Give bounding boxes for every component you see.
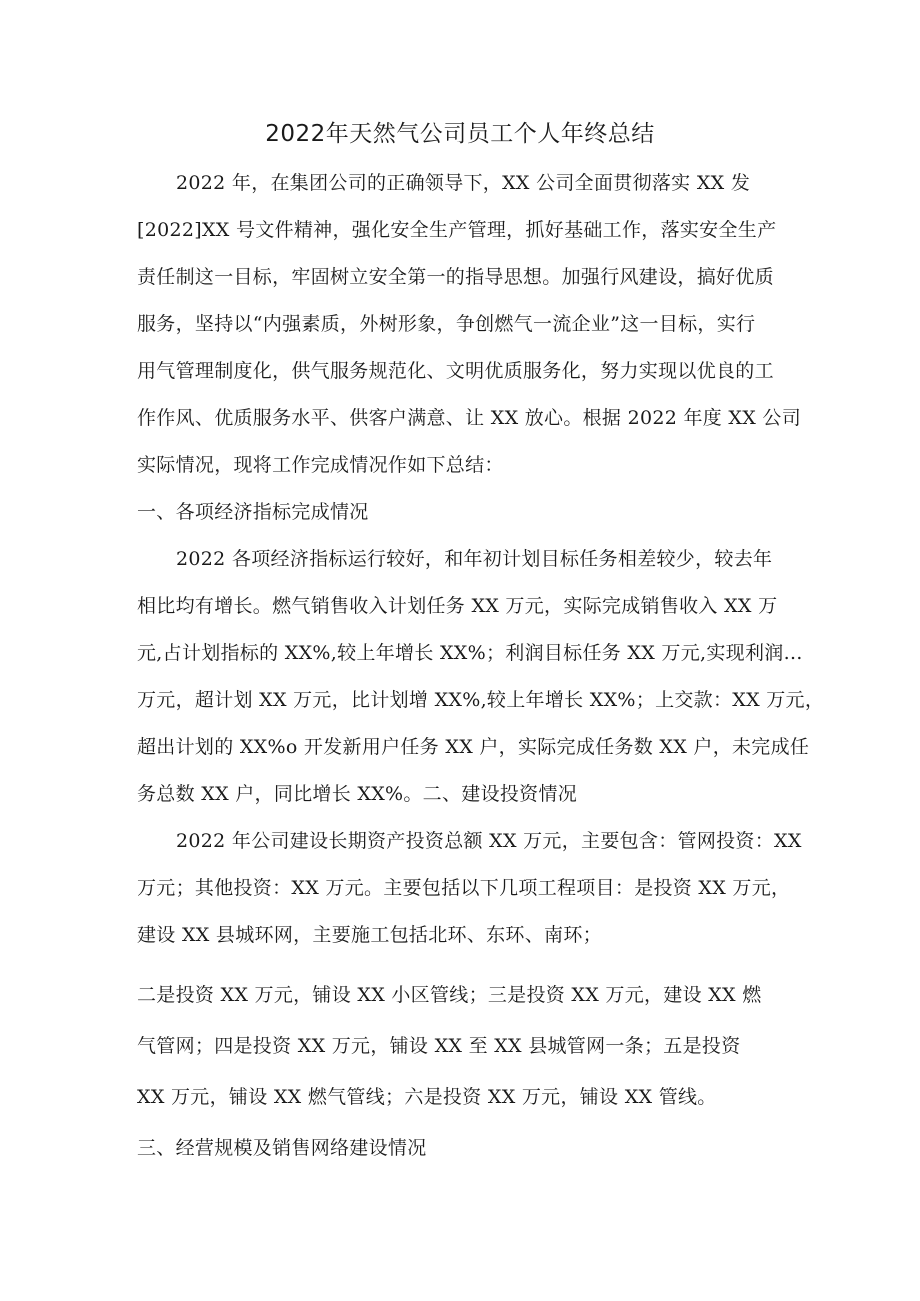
paragraph-line: 元,占计划指标的 XX%,较上年增长 XX%；利润目标任务 XX 万元,实现利润… — [137, 642, 803, 664]
paragraph-line: 用气管理制度化，供气服务规范化、文明优质服务化，努力实现以优良的工 — [137, 360, 774, 382]
paragraph-line: 作作风、优质服务水平、供客户满意、让 XX 放心。根据 2022 年度 XX 公司 — [137, 407, 801, 429]
paragraph-line: 万元，超计划 XX 万元，比计划增 XX%,较上年增长 XX%；上交款：XX 万元， — [137, 689, 825, 711]
paragraph-line: 建设 XX 县城环网，主要施工包括北环、东环、南环； — [137, 924, 602, 946]
section-heading: 三、经营规模及销售网络建设情况 — [137, 1137, 427, 1159]
paragraph-line: 2022 年公司建设长期资产投资总额 XX 万元，主要包含：管网投资：XX — [176, 830, 802, 852]
paragraph-line: XX 万元，铺设 XX 燃气管线；六是投资 XX 万元，铺设 XX 管线。 — [137, 1086, 717, 1108]
paragraph-line: 责任制这一目标，牢固树立安全第一的指导思想。加强行风建设，搞好优质 — [137, 266, 774, 288]
paragraph-line: 万元；其他投资：XX 万元。主要包括以下几项工程项目：是投资 XX 万元， — [137, 877, 791, 899]
paragraph-line: [2022]XX 号文件精神，强化安全生产管理，抓好基础工作，落实安全生产 — [137, 219, 777, 241]
paragraph-line: 超出计划的 XX%o 开发新用户任务 XX 户，实际完成任务数 XX 户，未完成任 — [137, 736, 810, 758]
paragraph-line: 服务，坚持以“内强素质，外树形象，争创燃气一流企业”这一目标，实行 — [137, 313, 756, 335]
paragraph-line: 二是投资 XX 万元，铺设 XX 小区管线；三是投资 XX 万元，建设 XX 燃 — [137, 984, 762, 1006]
paragraph-line: 2022 各项经济指标运行较好，和年初计划目标任务相差较少，较去年 — [176, 548, 773, 570]
section-heading: 一、各项经济指标完成情况 — [137, 501, 369, 523]
paragraph-line: 相比均有增长。燃气销售收入计划任务 XX 万元，实际完成销售收入 XX 万 — [137, 595, 778, 617]
paragraph-line: 气管网；四是投资 XX 万元，铺设 XX 至 XX 县城管网一条；五是投资 — [137, 1035, 741, 1057]
paragraph-line: 实际情况，现将工作完成情况作如下总结： — [137, 454, 504, 476]
paragraph-line: 2022 年，在集团公司的正确领导下，XX 公司全面贯彻落实 XX 发 — [176, 172, 751, 194]
document-title: 2022年天然气公司员工个人年终总结 — [265, 121, 655, 147]
paragraph-line: 务总数 XX 户，同比增长 XX%。二、建设投资情况 — [137, 783, 578, 805]
